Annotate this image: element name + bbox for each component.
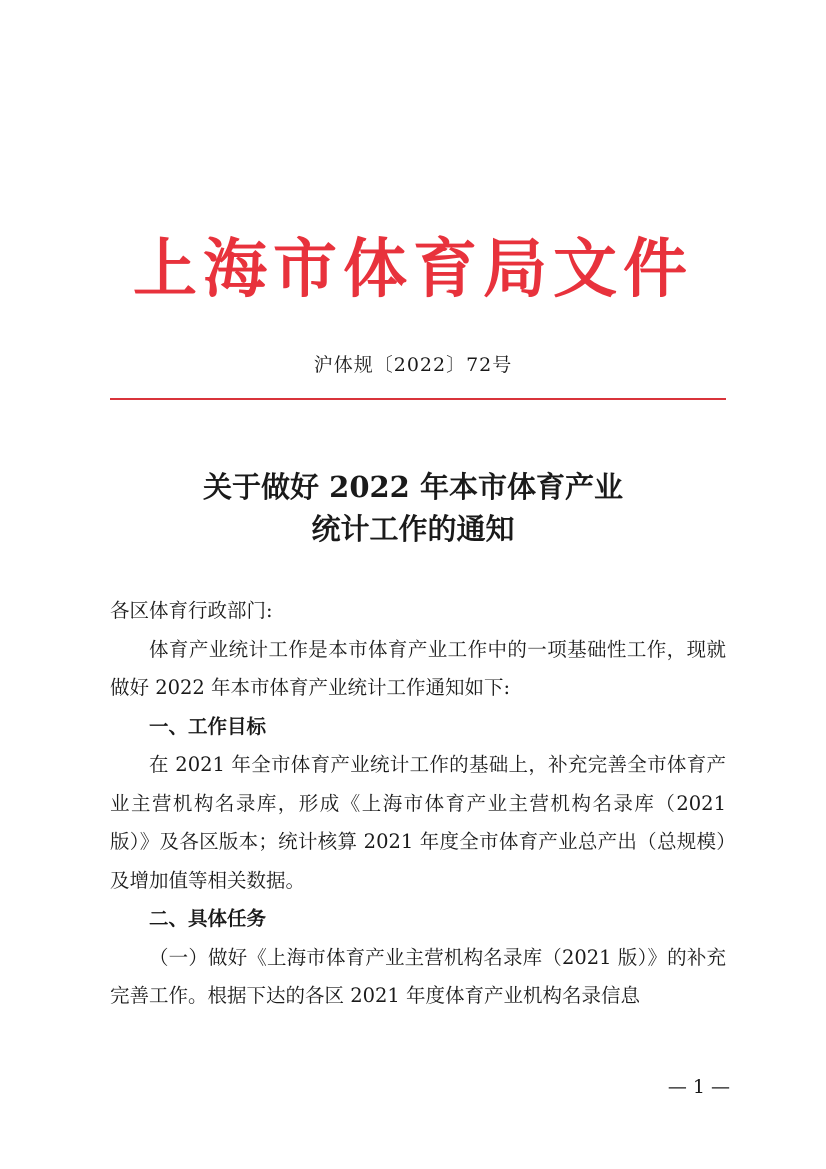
section-1-paragraph: 在 2021 年全市体育产业统计工作的基础上，补充完善全市体育产业主营机构名录库，形成《上海市体育产业主营机构名录库（2021 版）》及各区版本；统计核算 2021 年度全市体育产业总产出（总规模）及增加值等相关数据。 [110, 753, 726, 892]
masthead-title: 上海市体育局文件 [133, 232, 693, 307]
section-2-item-1: （一）做好《上海市体育产业主营机构名录库（2021 版）》的补充完善工作。根据下达的各区 2021 年度体育产业机构名录信息 [110, 945, 726, 1007]
intro-paragraph: 体育产业统计工作是本市体育产业工作中的一项基础性工作，现就做好 2022 年本市体育产业统计工作通知如下: [110, 637, 726, 699]
section-2-heading: 二、具体任务 [149, 907, 267, 930]
page-number: — 1 — [667, 1076, 730, 1098]
document-body [110, 592, 726, 1016]
salutation: 各区体育行政部门: [110, 599, 273, 622]
document-title [0, 466, 826, 550]
section-1-heading: 一、工作目标 [149, 714, 267, 738]
document-number: 沪体规〔2022〕72号 [313, 354, 513, 376]
title-line-2: 统计工作的通知 [311, 512, 515, 546]
title-line-1: 关于做好 2022 年本市体育产业 [203, 470, 623, 504]
red-divider-line [110, 398, 726, 400]
